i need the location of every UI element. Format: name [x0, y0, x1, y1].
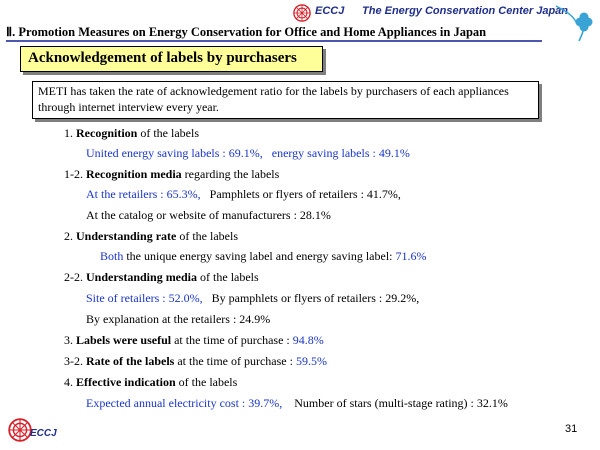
pamphlets-rate: Pamphlets or flyers of retailers : 41.7%,	[209, 187, 401, 201]
item-bold-label: Effective indication	[76, 375, 176, 389]
item-number: 3-2.	[64, 354, 86, 368]
item-rest: of the labels	[175, 375, 238, 389]
item-rest: regarding the labels	[181, 167, 280, 181]
item-number: 4.	[64, 375, 76, 389]
item-labels-useful	[64, 333, 324, 348]
item-rest: at the time of purchase :	[174, 354, 296, 368]
item-number: 2.	[64, 229, 76, 243]
item-number: 1-2.	[64, 167, 86, 181]
item-effective-indication	[64, 375, 237, 390]
eccj-logo-icon	[293, 4, 311, 22]
header-org-abbr: ECCJ	[315, 5, 345, 17]
pamphlets-flyers-rate: By pamphlets or flyers of retailers : 29.2%,	[211, 291, 420, 305]
item-rest: of the labels	[137, 126, 199, 140]
item-bold-label: Rate of the labels	[86, 354, 175, 368]
stars-rate: Number of stars (multi-stage rating) : 32.1%	[294, 396, 508, 410]
rate-value: 59.5%	[295, 354, 327, 368]
intro-text: METI has taken the rate of acknowledgement ratio for the labels by purchasers of each appliances through internet interview every year.	[38, 84, 509, 114]
item-understanding-rate-detail	[100, 249, 427, 264]
item-bold-label: Recognition	[76, 126, 138, 140]
item-rest: of the labels	[176, 229, 238, 243]
energy-label-rate: energy saving labels : 49.1%	[271, 146, 410, 160]
item-understanding-media-detail-1	[86, 291, 419, 306]
electricity-cost-rate: Expected annual electricity cost : 39.7%,	[86, 396, 283, 410]
item-recognition-media	[64, 167, 279, 182]
item-bold-label: Understanding media	[86, 270, 198, 284]
retailers-rate: At the retailers : 65.3%,	[86, 187, 201, 201]
heading-divider	[6, 40, 542, 42]
useful-value: 94.8%	[292, 333, 324, 347]
united-label-rate: United energy saving labels : 69.1%,	[86, 146, 263, 160]
both-label: Both	[100, 249, 124, 263]
section-heading: Ⅱ. Promotion Measures on Energy Conservation for Office and Home Appliances in Japan	[6, 25, 487, 39]
item-bold-label: Recognition media	[86, 167, 182, 181]
item-rest: of the labels	[197, 270, 259, 284]
item-recognition-detail	[86, 146, 410, 161]
header-org-name: The Energy Conservation Center Japan	[362, 5, 568, 17]
page-number: 31	[565, 423, 578, 435]
item-number: 1.	[64, 126, 76, 140]
site-retailers-rate: Site of retailers : 52.0%,	[86, 291, 203, 305]
item-rate-of-labels	[64, 354, 327, 369]
item-understanding-media	[64, 270, 259, 285]
both-value: 71.6%	[395, 249, 427, 263]
page-title: Acknowledgement of labels by purchasers	[28, 50, 297, 66]
item-number: 2-2.	[64, 270, 86, 284]
item-effective-indication-detail	[86, 396, 508, 411]
footer-org-abbr: ECCJ	[30, 428, 57, 439]
clover-icon	[553, 0, 597, 44]
item-rest: at the time of purchase :	[171, 333, 293, 347]
item-recognition-media-detail-1	[86, 187, 401, 202]
both-text: the unique energy saving label and energy saving label:	[123, 249, 396, 263]
eccj-footer-logo-icon	[8, 418, 32, 442]
item-understanding-media-detail-2: By explanation at the retailers : 24.9%	[86, 312, 271, 326]
item-bold-label: Understanding rate	[76, 229, 177, 243]
item-recognition-media-detail-2: At the catalog or website of manufacturers : 28.1%	[86, 208, 331, 222]
item-recognition	[64, 126, 199, 141]
item-understanding-rate	[64, 229, 238, 244]
item-number: 3.	[64, 333, 76, 347]
item-bold-label: Labels were useful	[76, 333, 172, 347]
